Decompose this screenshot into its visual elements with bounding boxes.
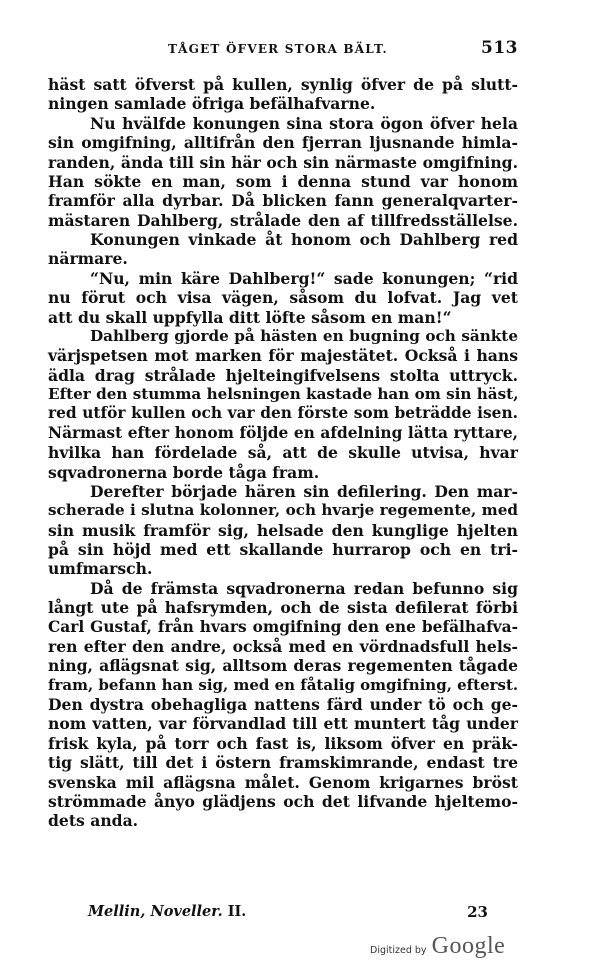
text-line: “Nu, min käre Dahlberg!“ sade konungen; “rid [90, 268, 518, 288]
text-line: Konungen vinkade åt honom och Dahlberg red [90, 230, 518, 249]
text-line: framför alla dyrbar. Då blicken fann generalqvarter- [48, 191, 518, 211]
text-line: ren efter den andre, också med en vördnadsfull hels- [48, 636, 518, 656]
text-line: svenska mil aflägsna målet. Genom krigarnes bröst [48, 772, 518, 792]
text-line: hvilka han fördelade så, att de skulle utvisa, hvar [48, 443, 518, 463]
text-line: Nu hvälfde konungen sina stora ögon öfver hela [90, 113, 518, 133]
text-line: närmare. [48, 249, 128, 269]
text-line: Då de främsta sqvadronerna redan befunno sig [90, 578, 518, 598]
page-number: 513 [481, 38, 518, 58]
text-line: Dahlberg gjorde på hästen en bugning och sänkte [90, 326, 518, 345]
text-line: sqvadronerna borde tåga fram. [48, 462, 320, 482]
page-footer [88, 903, 488, 925]
text-line: Den dystra obehagliga nattens färd under tö och ge- [48, 695, 518, 714]
signature-mark [88, 903, 246, 920]
text-line: långt ute på hafsrymden, och de sista defilerat förbi [48, 598, 518, 618]
text-line: dets anda. [48, 811, 139, 831]
digitized-by-label: Digitized by [370, 945, 427, 956]
signature-number: 23 [467, 903, 488, 921]
text-line: Han sökte en man, som i denna stund var honom [48, 171, 518, 191]
text-line: ädla drag strålade hjelteingifvelsens stolta uttryck. [48, 365, 518, 385]
text-line: Närmast efter honom följde en afdelning lätta ryttare, [48, 423, 518, 442]
text-line: häst satt öfverst på kullen, synlig öfver de på slutt- [48, 75, 518, 94]
digitization-watermark [370, 933, 505, 963]
text-line: frisk kyla, på torr och fast is, liksom öfver en präk- [48, 733, 518, 753]
google-logo: Google [431, 933, 506, 959]
text-line: att du skall uppfylla ditt löfte såsom en man!“ [48, 307, 452, 327]
signature-author: Mellin, [88, 903, 146, 920]
text-line: ning, aflägsnat sig, alltsom deras regementen tågade [48, 656, 518, 676]
body-text [48, 75, 518, 831]
text-line: värjspetsen mot marken för majestätet. Också i hans [48, 346, 518, 366]
text-line: umfmarsch. [48, 559, 153, 579]
text-line: Efter den stumma helsningen kastade han om sin häst, [48, 385, 519, 403]
page-header [48, 38, 518, 62]
text-line: sin omgifning, alltifrån den fjerran ljusnande himla- [48, 133, 518, 153]
text-line: Carl Gustaf, från hvars omgifning den ene befälhafva- [48, 617, 518, 636]
text-line: red utför kullen och var den förste som beträdde isen. [48, 404, 518, 423]
signature-volume: II. [227, 903, 247, 920]
text-line: Derefter började hären sin defilering. Den mar- [90, 481, 518, 501]
signature-title: Noveller. [150, 903, 223, 920]
text-line: nu förut och visa vägen, såsom du lofvat. Jag vet [48, 288, 518, 308]
text-line: fram, befann han sig, med en fåtalig omgifning, efterst. [48, 675, 519, 694]
running-title: TÅGET ÖFVER STORA BÄLT. [168, 42, 388, 56]
text-line: ningen samlade öfriga befälhafvarne. [48, 94, 376, 114]
text-line: på sin höjd med ett skallande hurrarop och en tri- [48, 540, 518, 559]
text-line: sin musik framför sig, helsade den kunglige hjelten [48, 520, 518, 540]
text-line: strömmade ånyo glädjens och det lifvande hjeltemo- [48, 791, 518, 811]
text-line: nom vatten, var förvandlad till ett muntert tåg under [48, 714, 518, 734]
text-line: randen, ända till sin här och sin närmaste omgifning. [48, 152, 518, 172]
text-line: mästaren Dahlberg, strålade den af tillfredsställelse. [48, 210, 518, 230]
text-line: tig slätt, till det i östern framskimrande, endast tre [48, 753, 518, 773]
text-line: scherade i slutna kolonner, och hvarje regemente, med [48, 501, 518, 520]
